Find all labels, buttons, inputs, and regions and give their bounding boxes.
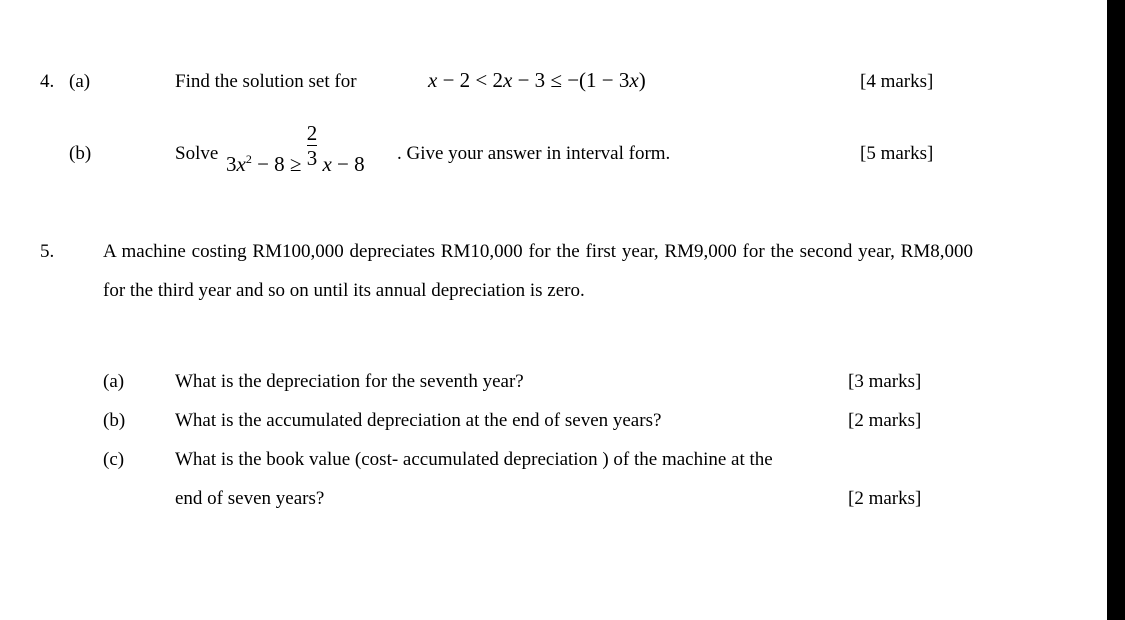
q4b-inequality: $3x^2 - 8$ ≥ $\frac{2}{3}$ x − 8 xyxy=(226,121,365,177)
q5b-text: What is the accumulated depreciation at the end of seven years? xyxy=(175,410,662,431)
q5c-line1: What is the book value (cost- accumulated depreciation ) of the machine at the xyxy=(175,449,773,470)
q5a-text: What is the depreciation for the seventh year? xyxy=(175,371,524,392)
q4a-text: Find the solution set for xyxy=(175,71,357,92)
right-edge-bar xyxy=(1107,0,1125,620)
q4b-label: (b) xyxy=(69,143,92,164)
q5b-label: (b) xyxy=(103,410,126,431)
q4b-text-before: Solve xyxy=(175,143,219,164)
q5-body: A machine costing RM100,000 depreciates RM10,000 for the first year, RM9,000 for the second year, RM8,000 for the third year and so on until its annual depreciation is zero. xyxy=(103,241,973,301)
q5-number: 5. xyxy=(40,241,55,262)
q5b-marks: [2 marks] xyxy=(848,410,922,431)
q4b-marks: [5 marks] xyxy=(860,143,934,164)
q4-number: 4. xyxy=(40,71,55,92)
q4b-fraction: $\frac{2}{3}$ xyxy=(306,121,318,171)
q5c-line2: end of seven years? xyxy=(175,488,325,509)
q5c-marks: [2 marks] xyxy=(848,488,922,509)
q4a-inequality: x − 2 < 2x − 3 ≤ −(1 − 3x) xyxy=(428,68,646,92)
q4a-label: (a) xyxy=(69,71,91,92)
q4b-text-after: . Give your answer in interval form. xyxy=(397,143,671,164)
q5c-label: (c) xyxy=(103,449,125,470)
q5a-label: (a) xyxy=(103,371,125,392)
q5a-marks: [3 marks] xyxy=(848,371,922,392)
q4a-marks: [4 marks] xyxy=(860,71,934,92)
